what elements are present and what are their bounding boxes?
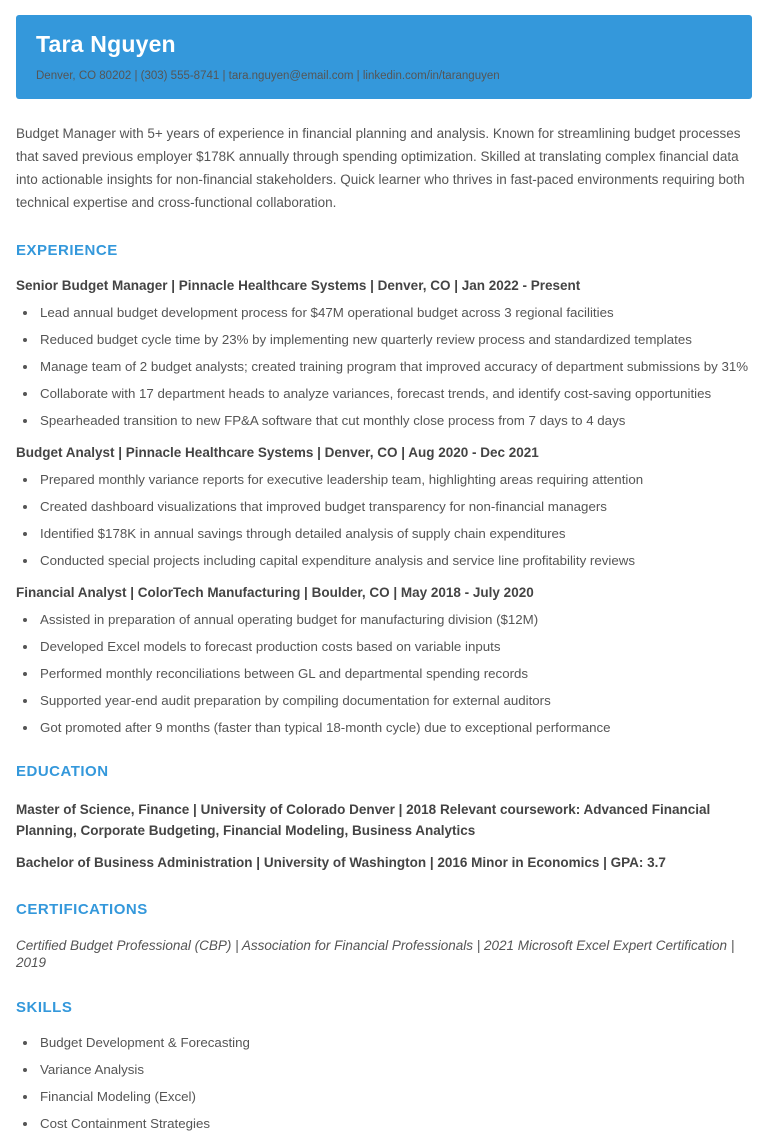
job-bullet: • Created dashboard visualizations that improved budget transparency for non-financial managers	[38, 499, 752, 514]
job-bullet: • Conducted special projects including capital expenditure analysis and service line profitability reviews	[38, 553, 752, 568]
job-heading: Budget Analyst | Pinnacle Healthcare Systems | Denver, CO | Aug 2020 - Dec 2021	[16, 445, 539, 460]
section-title-education: EDUCATION	[16, 763, 109, 780]
job-bullet-list	[16, 305, 752, 428]
job-bullet: • Spearheaded transition to new FP&A software that cut monthly close process from 7 days to 4 days	[38, 413, 752, 428]
job-entry	[16, 445, 752, 568]
skills-list	[16, 1035, 752, 1131]
job-bullet: • Lead annual budget development process for $47M operational budget across 3 regional facilities	[38, 305, 752, 320]
job-bullet: • Assisted in preparation of annual operating budget for manufacturing division ($12M)	[38, 612, 752, 627]
skill-item: • Cost Containment Strategies	[38, 1116, 752, 1131]
job-bullet: • Manage team of 2 budget analysts; created training program that improved accuracy of department submissions by 31%	[38, 359, 752, 374]
professional-summary: Budget Manager with 5+ years of experience in financial planning and analysis. Known for streamlining budget processes that saved previous employer $178K annually through spending optimization. Skilled at translating complex financial data into actionable insights for non-financial stakeholders. Quick learner who thrives in fast-paced environments requiring both technical expertise and cross-functional collaboration.	[16, 126, 745, 210]
certifications-text: Certified Budget Professional (CBP) | Association for Financial Professionals | 2021 Microsoft Excel Expert Certification | 2019	[16, 938, 735, 970]
job-bullet-list	[16, 612, 752, 735]
skill-item: • Budget Development & Forecasting	[38, 1035, 752, 1050]
job-heading: Financial Analyst | ColorTech Manufacturing | Boulder, CO | May 2018 - July 2020	[16, 585, 534, 600]
contact-line: Denver, CO 80202 | (303) 555-8741 | tara.nguyen@email.com | linkedin.com/in/taranguyen	[36, 70, 500, 82]
skill-item: • Variance Analysis	[38, 1062, 752, 1077]
job-bullet: • Identified $178K in annual savings through detailed analysis of supply chain expenditures	[38, 526, 752, 541]
job-bullet: • Developed Excel models to forecast production costs based on variable inputs	[38, 639, 752, 654]
section-title-experience: EXPERIENCE	[16, 242, 118, 259]
section-title-skills: SKILLS	[16, 999, 73, 1016]
job-bullet: • Reduced budget cycle time by 23% by implementing new quarterly review process and standardized templates	[38, 332, 752, 347]
education-entry: Master of Science, Finance | University of Colorado Denver | 2018 Relevant coursework: Advanced Financial Planning, Corporate Budgeting, Financial Modeling, Business Analytics	[16, 802, 711, 838]
job-bullet: • Collaborate with 17 department heads to analyze variances, forecast trends, and identify cost-saving opportunities	[38, 386, 752, 401]
candidate-name: Tara Nguyen	[36, 31, 176, 57]
resume-header	[16, 15, 752, 99]
job-bullet: • Got promoted after 9 months (faster than typical 18-month cycle) due to exceptional performance	[38, 720, 752, 735]
job-bullet: • Performed monthly reconciliations between GL and departmental spending records	[38, 666, 752, 681]
job-bullet: • Prepared monthly variance reports for executive leadership team, highlighting areas requiring attention	[38, 472, 752, 487]
job-entry	[16, 585, 752, 735]
job-bullet-list	[16, 472, 752, 568]
job-bullet: • Supported year-end audit preparation by compiling documentation for external auditors	[38, 693, 752, 708]
job-entry	[16, 278, 752, 428]
job-heading: Senior Budget Manager | Pinnacle Healthcare Systems | Denver, CO | Jan 2022 - Present	[16, 278, 581, 293]
education-entry: Bachelor of Business Administration | University of Washington | 2016 Minor in Economics | GPA: 3.7	[16, 855, 666, 870]
section-title-certifications: CERTIFICATIONS	[16, 901, 148, 918]
skill-item: • Financial Modeling (Excel)	[38, 1089, 752, 1104]
